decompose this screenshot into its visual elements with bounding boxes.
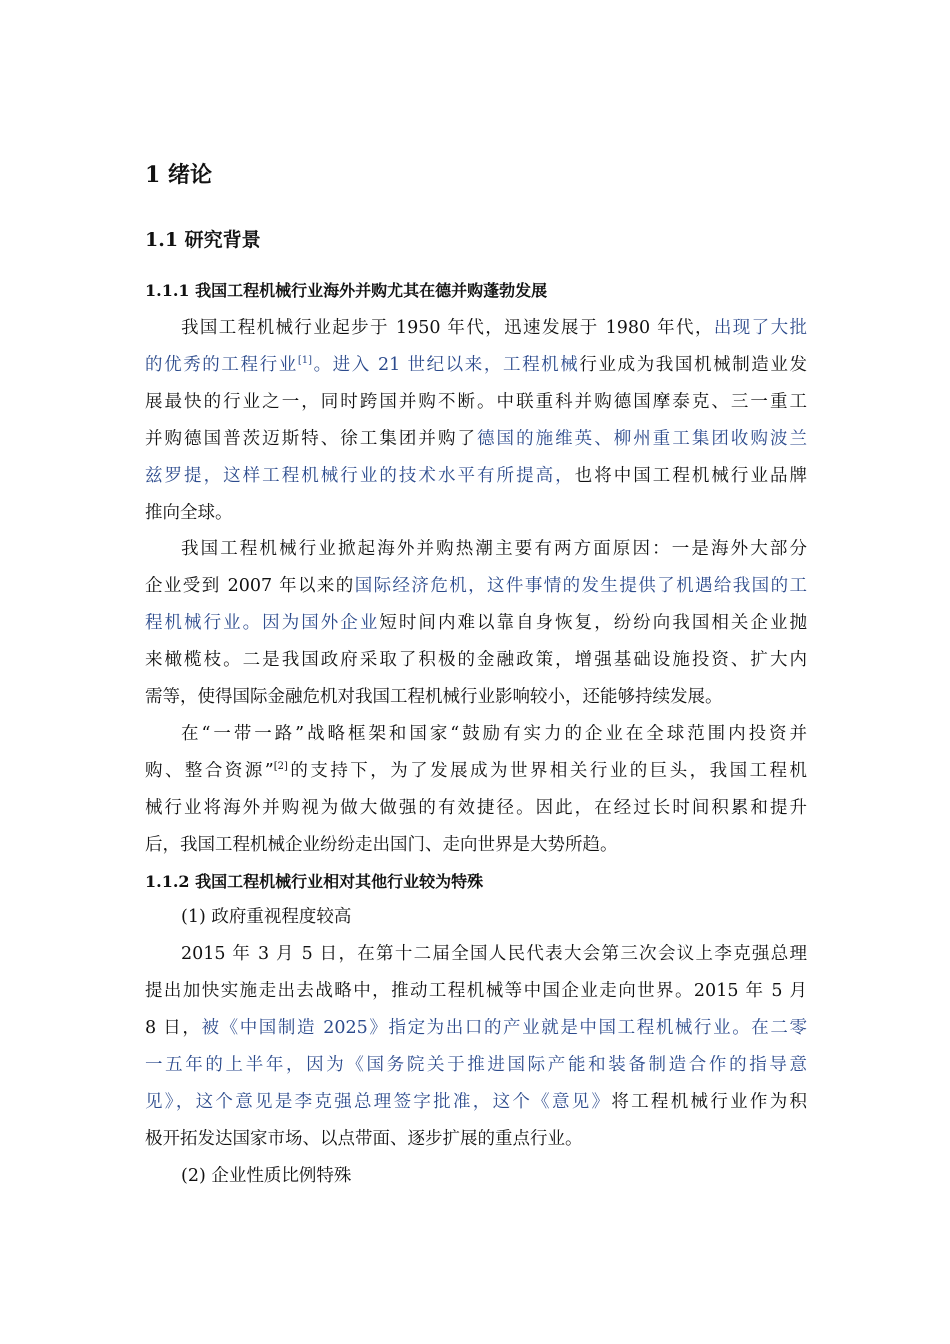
list-item-1 bbox=[145, 899, 807, 936]
paragraph-3 bbox=[145, 716, 807, 864]
paragraph-line: 需等，使得国际金融危机对我国工程机械行业影响较小，还能够持续发展。 bbox=[145, 687, 723, 707]
paragraph-line: 我国工程机械行业掀起海外并购热潮主要有两方面原因：一是海外大部分 bbox=[181, 539, 807, 559]
paragraph-line: 8 日，被《中国制造 2025》指定为出口的产业就是中国工程机械行业。在二零 bbox=[145, 1018, 807, 1038]
subsection-heading-2: 1.1.2 我国工程机械行业相对其他行业较为特殊 bbox=[145, 872, 484, 891]
list-item-2 bbox=[145, 1158, 807, 1195]
paragraph-line: 见》，这个意见是李克强总理签字批准，这个《意见》将工程机械行业作为积 bbox=[145, 1092, 808, 1112]
chapter-heading: 1 绪论 bbox=[145, 162, 212, 188]
paragraph-line: 我国工程机械行业起步于 1950 年代，迅速发展于 1980 年代，出现了大批 bbox=[181, 318, 807, 338]
paragraph-line: 展最快的行业之一，同时跨国并购不断。中联重科并购德国摩泰克、三一重工 bbox=[145, 392, 807, 412]
paragraph-line: 来橄榄枝。二是我国政府采取了积极的金融政策，增强基础设施投资、扩大内 bbox=[145, 650, 807, 670]
paragraph-4 bbox=[145, 936, 807, 1158]
paragraph-line: 在“一带一路”战略框架和国家“鼓励有实力的企业在全球范围内投资并 bbox=[181, 724, 807, 744]
paragraph-1 bbox=[145, 310, 807, 532]
paragraph-line: 推向全球。 bbox=[145, 503, 233, 523]
paragraph-line: 购、整合资源”[2]的支持下，为了发展成为世界相关行业的巨头，我国工程机 bbox=[145, 761, 808, 781]
list-item-label: (1) 政府重视程度较高 bbox=[181, 907, 352, 927]
paragraph-2 bbox=[145, 531, 807, 716]
paragraph-line: 一五年的上半年，因为《国务院关于推进国际产能和装备制造合作的指导意 bbox=[145, 1055, 807, 1075]
citation-ref-1: [1] bbox=[297, 355, 312, 367]
paragraph-line: 2015 年 3 月 5 日，在第十二届全国人民代表大会第三次会议上李克强总理 bbox=[181, 944, 807, 964]
paragraph-line: 并购德国普茨迈斯特、徐工集团并购了德国的施维英、柳州重工集团收购波兰 bbox=[145, 429, 807, 449]
subsection-heading-1: 1.1.1 我国工程机械行业海外并购尤其在德并购蓬勃发展 bbox=[145, 281, 548, 300]
paragraph-line: 极开拓发达国家市场、以点带面、逐步扩展的重点行业。 bbox=[145, 1129, 583, 1149]
paragraph-line: 提出加快实施走出去战略中，推动工程机械等中国企业走向世界。2015 年 5 月 bbox=[145, 981, 807, 1001]
paragraph-line: 兹罗提，这样工程机械行业的技术水平有所提高，也将中国工程机械行业品牌 bbox=[145, 466, 808, 486]
paragraph-line: 械行业将海外并购视为做大做强的有效捷径。因此，在经过长时间积累和提升 bbox=[145, 798, 807, 818]
paragraph-line: 程机械行业。因为国外企业短时间内难以靠自身恢复，纷纷向我国相关企业抛 bbox=[145, 613, 808, 633]
list-item-label: (2) 企业性质比例特殊 bbox=[181, 1166, 352, 1186]
paragraph-line: 的优秀的工程行业[1]。进入 21 世纪以来，工程机械行业成为我国机械制造业发 bbox=[145, 355, 807, 375]
paragraph-line: 后，我国工程机械企业纷纷走出国门、走向世界是大势所趋。 bbox=[145, 835, 618, 855]
citation-ref-2: [2] bbox=[273, 761, 288, 773]
section-heading: 1.1 研究背景 bbox=[145, 229, 261, 251]
paragraph-line: 企业受到 2007 年以来的国际经济危机，这件事情的发生提供了机遇给我国的工 bbox=[145, 576, 807, 596]
